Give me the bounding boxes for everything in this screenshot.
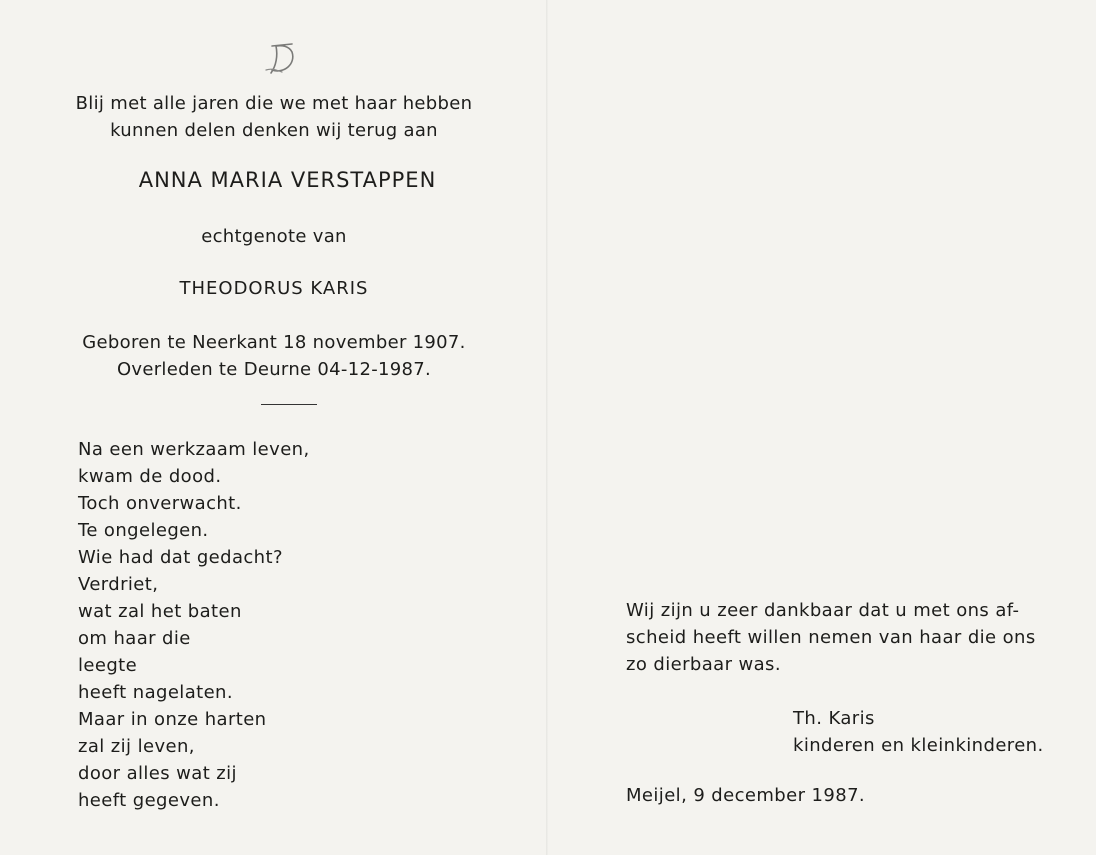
poem-line: Te ongelegen. [78,520,209,541]
poem-line: om haar die [78,628,191,649]
poem-line: heeft nagelaten. [78,682,233,703]
poem-line: Wie had dat gedacht? [78,547,283,568]
thanks-line: Wij zijn u zeer dankbaar dat u met ons af- [626,600,1020,621]
signature-line: Th. Karis [793,708,875,729]
thanks-line: zo dierbaar was. [626,654,781,675]
poem-line: zal zij leven, [78,736,195,757]
poem-line: Toch onverwacht. [78,493,242,514]
thanks-text [626,597,1036,678]
poem-line: door alles wat zij [78,763,237,784]
deceased-name: ANNA MARIA VERSTAPPEN [138,168,437,192]
poem-line: Na een werkzaam leven, [78,439,310,460]
poem-line: Maar in onze harten [78,709,267,730]
poem [78,436,310,814]
signature [793,705,1044,759]
poem-line: leegte [78,655,138,676]
intro-text [0,90,548,144]
spouse-name: THEODORUS KARIS [179,278,369,299]
poem-line: kwam de dood. [78,466,222,487]
handwritten-mark [262,40,302,80]
intro-line: Blij met alle jaren die we met haar hebben [75,93,473,114]
poem-line: wat zal het baten [78,601,242,622]
thanks-line: scheid heeft willen nemen van haar die ons [626,627,1036,648]
divider [261,404,317,405]
life-dates [0,329,548,383]
relation-text: echtgenote van [201,226,347,247]
place-date: Meijel, 9 december 1987. [626,785,866,806]
intro-line: kunnen delen denken wij terug aan [110,120,438,141]
poem-line: heeft gegeven. [78,790,220,811]
death-line: Overleden te Deurne 04-12-1987. [116,359,432,380]
poem-line: Verdriet, [78,574,159,595]
birth-line: Geboren te Neerkant 18 november 1907. [82,332,466,353]
signature-line: kinderen en kleinkinderen. [793,735,1044,756]
